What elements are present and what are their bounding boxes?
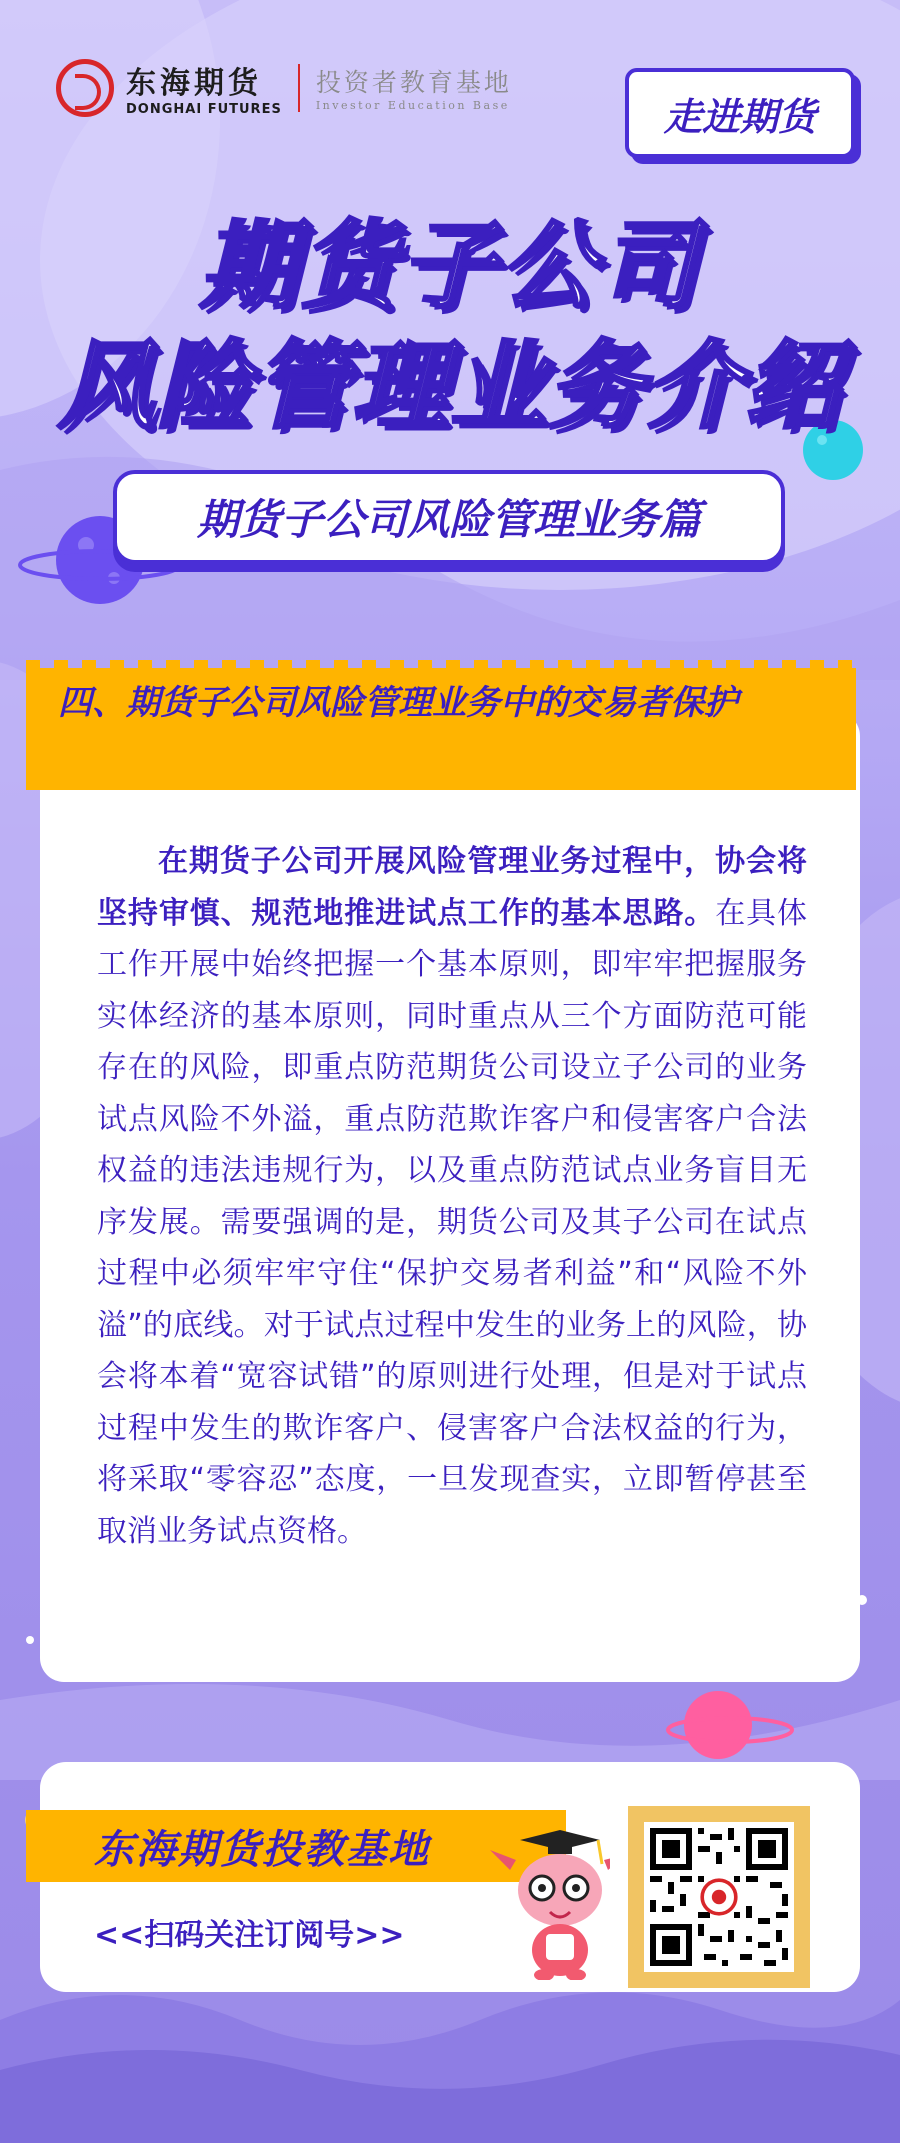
dragon-logo-icon bbox=[56, 59, 114, 117]
page-title-line1: 期货子公司 bbox=[200, 210, 700, 322]
base-en: Investor Education Base bbox=[315, 99, 510, 112]
section-body bbox=[97, 836, 807, 1557]
section-paragraph: 在具体工作开展中始终把握一个基本原则，即牢牢把握服务实体经济的基本原则，同时重点从三个方面防范可能存在的风险，即重点防范期货公司设立子公司的业务试点风险不外溢，重点防范欺诈客户和侵害客户合法权益的违法违规行为，以及重点防范试点业务盲目无序发展。需要强调的是，期货公司及其子公司在试点过程中必须牢牢守住“保护交易者利益”和“风险不外溢”的底线。对于试点过程中发生的业务上的风险，协会将本着“宽容试错”的原则进行处理，但是对于试点过程中发生的欺诈客户、侵害客户合法权益的行为，将采取“零容忍”态度，一旦发现查实，立即暂停甚至取消业务试点资格。 bbox=[97, 895, 808, 1549]
base-cn: 投资者教育基地 bbox=[315, 68, 512, 97]
qr-code-icon[interactable] bbox=[644, 1822, 794, 1972]
subtitle: 期货子公司风险管理业务篇 bbox=[196, 495, 701, 544]
section-heading: 四、期货子公司风险管理业务中的交易者保护 bbox=[58, 683, 738, 723]
logo-en: DONGHAI FUTURES bbox=[126, 102, 282, 117]
enter-futures-label: 走进期货 bbox=[663, 94, 816, 139]
footer-subtitle: <<扫码关注订阅号>> bbox=[94, 1918, 405, 1953]
logo-cn: 东海期货 bbox=[126, 66, 262, 101]
footer-title: 东海期货投教基地 bbox=[94, 1827, 430, 1873]
subtitle-box bbox=[113, 470, 785, 564]
brand-logo bbox=[56, 58, 512, 117]
bottom-wave-decoration bbox=[0, 1960, 900, 2143]
logo-divider bbox=[298, 64, 300, 112]
dragon-mascot-icon bbox=[470, 1830, 610, 1980]
page-title-line2: 风险管理业务介绍 bbox=[58, 330, 842, 442]
enter-futures-tag bbox=[625, 68, 855, 158]
section-lead: 在期货子公司开展风险管理业务过程中，协会将坚持审慎、规范地推进试点工作的基本思路。 bbox=[97, 844, 807, 931]
